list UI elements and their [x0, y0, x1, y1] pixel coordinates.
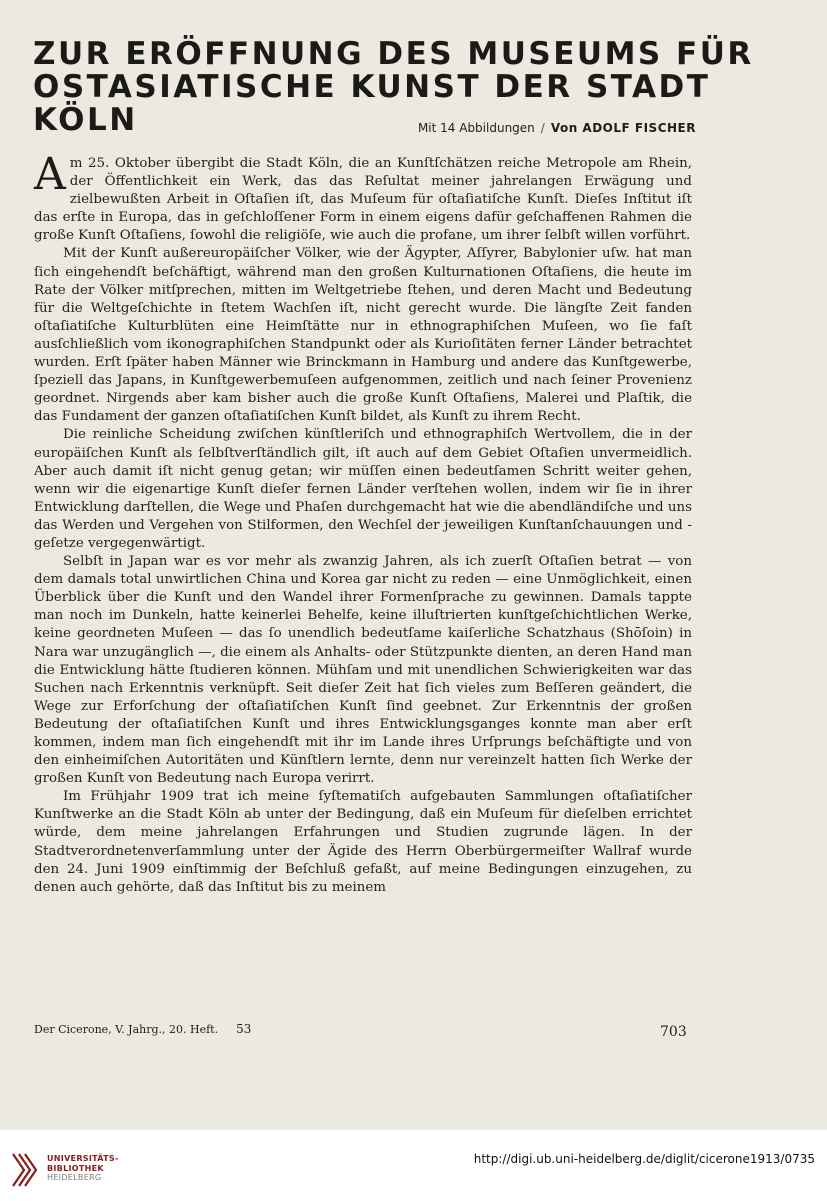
illustrations-note: Mit 14 Abbildungen — [417, 121, 535, 135]
paragraph-2: Mit der Kunſt außereuropäiſcher Völker, wie der Ägypter, Aſſyrer, Babylonier uſw. hat man ſich eingehendſt beſchäftigt, während man den großen Kulturnationen Oſtaſiens, die heute im Rate der Völker mitſprechen, mitten im Weltgetriebe ſtehen, und deren Macht und Bedeutung für die Weltgeſchichte in ſtetem Wachſen iſt, nicht gerecht wurde. Die längſte Zeit fanden oſtaſiatiſche Kulturblüten eine Heimſtätte nur in ethnographiſchen Muſeen, wo ſie faſt ausſchließlich vom ikonographiſchen Standpunkt oder als Kurioſitäten ferner Länder betrachtet wurden. Erſt ſpäter haben Männer wie Brinckmann in Hamburg und andere das Kunſtgewerbe, ſpeziell das Japans, in Kunſtgewerbemuſeen aufgenommen, zeitlich und nach ſeiner Provenienz geordnet. Nirgends aber kam bisher auch die große Kunſt Oſtaſiens, Malerei und Plaſtik, die das Fundament der ganzen oſtaſiatiſchen Kunſt bildet, als Kunſt zu ihrem Recht. — [34, 246, 692, 425]
paragraph-1-text: m 25. Oktober übergibt die Stadt Köln, die an Kunſtſchätzen reiche Metropole am Rhein, der Öffentlichkeit ein Werk, das das Reſultat meiner jahrelangen Erwägung und zielbewußten Arbeit in Oſtaſien iſt, das Muſeum für oſtaſiatiſche Kunſt. Dieſes Inſtitut iſt das erſte in Europa, das in geſchloſſener Form in einem eigens dafür geſchaffenen Rahmen die große Kunſt Oſtaſiens, ſowohl die religiöſe, wie auch die profane, um ihrer ſelbſt willen vorführt. — [34, 156, 692, 244]
paragraph-3: Die reinliche Scheidung zwiſchen künſtleriſch und ethnographiſch Wertvollem, die in der europäiſchen Kunſt als ſelbſtverſtändlich gilt, iſt auch auf dem Gebiet Oſtaſien unvermeidlich. Aber auch damit iſt nicht genug getan; wir müſſen einen bedeutſamen Schritt weiter gehen, wenn wir die eigenartige Kunſt dieſer fernen Länder verſtehen wollen, indem wir ſie in ihrer Entwicklung darſtellen, die Wege und Phaſen durchgemacht hat wie die abendländiſche und uns das Werden und Vergehen von Stilformen, den Wechſel der jeweiligen Kunſtanſchauungen und -geſetze vergegenwärtigt. — [34, 427, 692, 551]
byline — [418, 121, 696, 135]
paragraph-5: Im Frühjahr 1909 trat ich meine ſyſtematiſch aufgebauten Sammlungen oſtaſiatiſcher Kunſtwerke an die Stadt Köln ab unter der Bedingung, daß ein Muſeum für dieſelben errichtet würde, dem meine jahrelangen Erfahrungen und Studien zugrunde lägen. In der Stadtverordnetenverſammlung unter der Ägide des Herrn Oberbürgermeiſter Wallraf wurde den 24. Juni 1909 einſtimmig der Beſchluß gefaßt, auf meine Bedingungen einzugehen, zu denen auch gehörte, daß das Inſtitut bis zu meinem — [34, 789, 692, 895]
article-body — [34, 149, 692, 897]
journal-reference: Der Cicerone, V. Jahrg., 20. Heft. — [34, 1023, 219, 1036]
source-url-link[interactable]: http://digi.ub.uni-heidelberg.de/diglit/cicerone1913/0735 — [473, 1152, 815, 1166]
drop-cap: A — [34, 149, 66, 200]
title-line-3: KÖLN — [33, 102, 138, 138]
title-line-2: OSTASIATISCHE KUNST DER STADT — [33, 69, 711, 105]
page-number: 703 — [660, 1024, 687, 1040]
library-line-3: HEIDELBERG — [47, 1173, 102, 1182]
byline-separator: / — [540, 121, 545, 135]
journal-footer — [34, 1022, 251, 1036]
signature-mark: 53 — [236, 1022, 252, 1036]
university-library-logo-icon — [10, 1150, 38, 1190]
library-name — [47, 1154, 119, 1183]
author-name: Von ADOLF FISCHER — [550, 121, 696, 135]
paragraph-1 — [34, 149, 692, 245]
paragraph-4: Selbſt in Japan war es vor mehr als zwanzig Jahren, als ich zuerſt Oſtaſien betrat — von dem damals total unwirtlichen China und Korea gar nicht zu reden — eine Unmöglichkeit, einen Überblick über die Kunſt und den Wandel ihrer Formenſprache zu gewinnen. Damals tappte man noch im Dunkeln, hatte keinerlei Behelfe, keine illuſtrierten kunſtgeſchichtlichen Werke, keine geordneten Muſeen — das ſo unendlich bedeutſame kaiſerliche Schatzhaus (Shōſoin) in Nara war unzugänglich —, die einem als Anhalts- oder Stützpunkte dienten, an deren Hand man die Entwicklung hätte ſtudieren können. Mühſam und mit unendlichen Schwierigkeiten war das Suchen nach Erkenntnis verknüpft. Seit dieſer Zeit hat ſich vieles zum Beſſeren geändert, die Wege zur Erforſchung der oſtaſiatiſchen Kunſt ſind geebnet. Zur Erkenntnis der großen Bedeutung der oſtaſiatiſchen Kunſt und ihres Entwicklungsganges konnte man aber erſt kommen, indem man ſich eingehendſt mit ihr im Lande ihres Urſprungs beſchäftigte und von den einheimiſchen Autoritäten und Künſtlern lernte, denn nur vereinzelt hatten ſich Werke der großen Kunſt von Bedeutung nach Europa verirrt. — [34, 554, 692, 787]
library-line-1: UNIVERSITÄTS- — [47, 1154, 119, 1163]
title-line-1: ZUR ERÖFFNUNG DES MUSEUMS FÜR — [33, 36, 754, 72]
library-line-2: BIBLIOTHEK — [47, 1163, 104, 1173]
